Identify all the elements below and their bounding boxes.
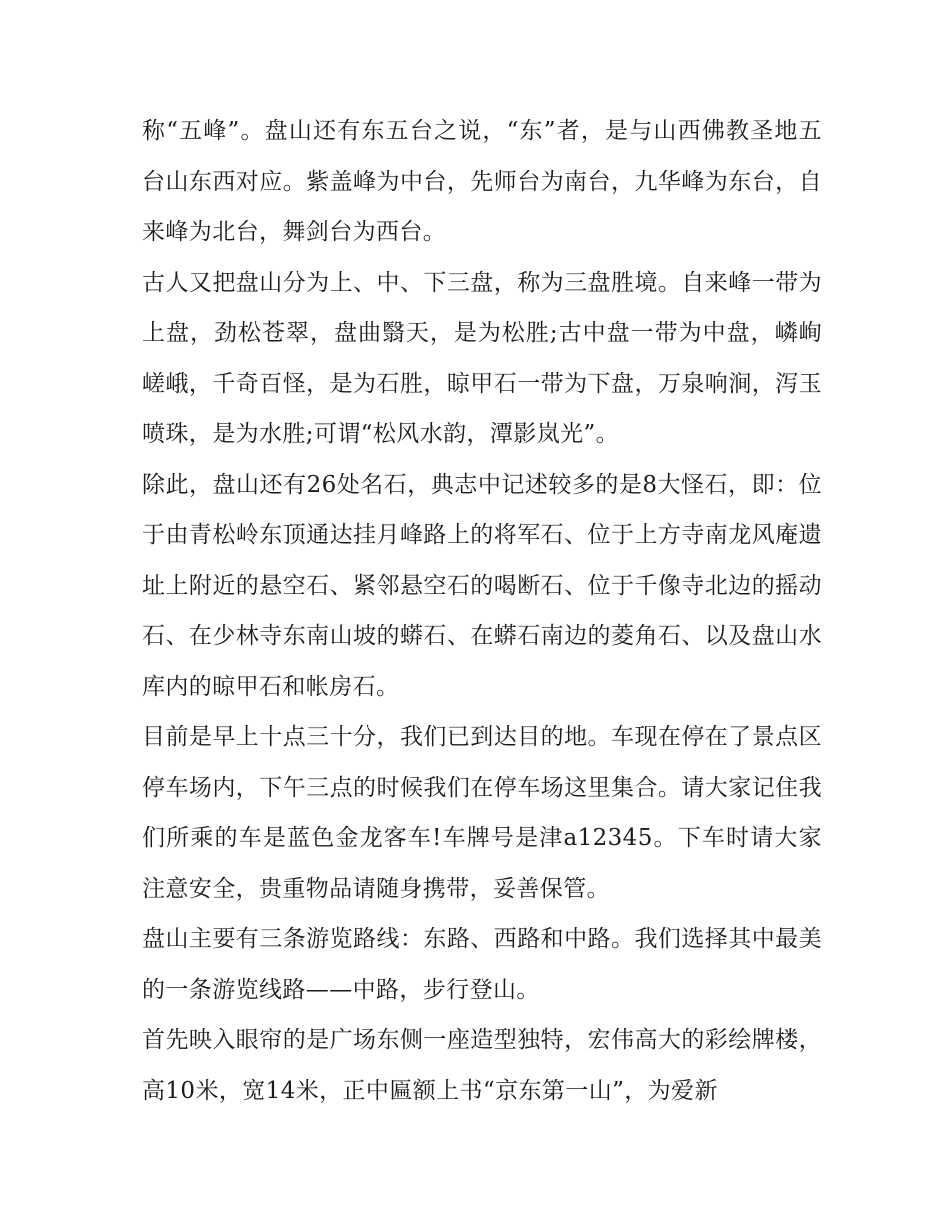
- paragraph-wufeng: 称“五峰”。盘山还有东五台之说，“东”者，是与山西佛教圣地五台山东西对应。紫盖峰为中台，先师台为南台，九华峰为东台，自来峰为北台，舞剑台为西台。: [142, 118, 822, 245]
- paragraph-sanpan: 古人又把盘山分为上、中、下三盘，称为三盘胜境。自来峰一带为上盘，劲松苍翠，盘曲翳天，是为松胜;古中盘一带为中盘，嶙峋嵯峨，千奇百怪，是为石胜，晾甲石一带为下盘，万泉响涧，泻玉喷珠，是为水胜;可谓“松风水韵，潭影岚光”。: [142, 269, 822, 447]
- paragraph-mingshi: 除此，盘山还有26处名石，典志中记述较多的是8大怪石，即：位于由青松岭东顶通达挂月峰路上的将军石、位于上方寺南龙风庵遗址上附近的悬空石、紧邻悬空石的喝断石、位于千像寺北边的摇动石、在少林寺东南山坡的蟒石、在蟒石南边的菱角石、以及盘山水库内的晾甲石和帐房石。: [142, 471, 822, 700]
- document-page: [142, 106, 822, 1116]
- paragraph-routes: 盘山主要有三条游览路线：东路、西路和中路。我们选择其中最美的一条游览线路——中路，步行登山。: [142, 926, 822, 1003]
- paragraph-arrival: 目前是早上十点三十分，我们已到达目的地。车现在停在了景点区停车场内，下午三点的时候我们在停车场这里集合。请大家记住我们所乘的车是蓝色金龙客车!车牌号是津a12345。下车时请大家注意安全，贵重物品请随身携带，妥善保管。: [142, 724, 822, 902]
- paragraph-pailou: 首先映入眼帘的是广场东侧一座造型独特，宏伟高大的彩绘牌楼，高10米，宽14米，正中匾额上书“京东第一山”，为爱新: [142, 1027, 822, 1104]
